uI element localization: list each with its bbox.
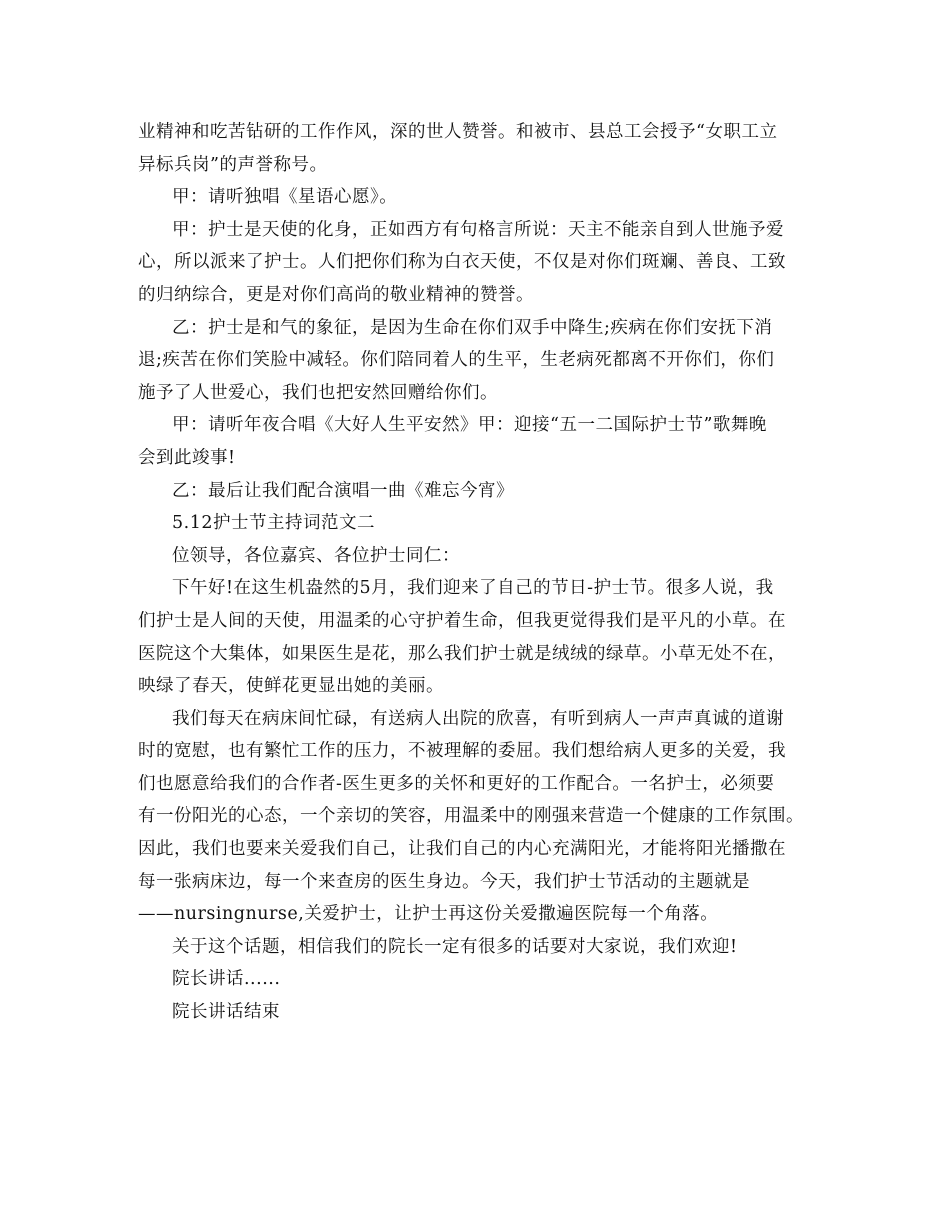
paragraph	[138, 475, 828, 508]
paragraph	[138, 931, 828, 964]
text-line: 我们每天在病床间忙碌，有送病人出院的欣喜，有听到病人一声声真诚的道谢	[172, 708, 784, 729]
text-line: 退;疾苦在你们笑脸中减轻。你们陪同着人的生平，生老病死都离不开你们，你们	[138, 350, 775, 371]
text-line: 有一份阳光的心态，一个亲切的笑容，用温柔中的刚强来营造一个健康的工作氛围。	[138, 806, 804, 827]
text-line: 关于这个话题，相信我们的院长一定有很多的话要对大家说，我们欢迎!	[172, 936, 738, 957]
text-line: 时的宽慰，也有繁忙工作的压力，不被理解的委屈。我们想给病人更多的关爱，我	[138, 741, 786, 762]
document-body	[138, 116, 828, 1029]
paragraph	[138, 963, 828, 996]
text-line: 5.12护士节主持词范文二	[172, 513, 375, 534]
text-line: 心，所以派来了护士。人们把你们称为白衣天使，不仅是对你们斑斓、善良、工致	[138, 252, 786, 273]
text-line: 们也愿意给我们的合作者-医生更多的关怀和更好的工作配合。一名护士，必须要	[138, 773, 775, 794]
text-line: 下午好!在这生机盎然的5月，我们迎来了自己的节日-护士节。很多人说，我	[172, 578, 774, 599]
paragraph	[138, 703, 828, 931]
text-line: 乙：护士是和气的象征，是因为生命在你们双手中降生;疾病在你们安抚下消	[172, 317, 773, 338]
text-line: ——nursingnurse,关爱护士，让护士再这份关爱撒遍医院每一个角落。	[138, 904, 719, 925]
text-line: 甲：请听独唱《星语心愿》。	[172, 187, 398, 208]
text-line: 的归纳综合，更是对你们高尚的敬业精神的赞誉。	[138, 284, 534, 305]
text-line: 因此，我们也要来关爱我们自己，让我们自己的内心充满阳光，才能将阳光播撒在	[138, 839, 786, 860]
paragraph	[138, 312, 828, 410]
text-line: 院长讲话结束	[172, 1002, 280, 1023]
paragraph-continuation	[138, 116, 828, 181]
text-line: 映绿了春天，使鲜花更显出她的美丽。	[138, 676, 444, 697]
text-line: 位领导，各位嘉宾、各位护士同仁：	[172, 545, 460, 566]
text-line: 医院这个大集体，如果医生是花，那么我们护士就是绒绒的绿草。小草无处不在，	[138, 643, 786, 664]
paragraph	[138, 214, 828, 312]
text-line: 异标兵岗”的声誉称号。	[138, 154, 328, 175]
text-line: 甲：护士是天使的化身，正如西方有句格言所说：天主不能亲自到人世施予爱	[172, 219, 784, 240]
text-line: 业精神和吃苦钻研的工作作风，深的世人赞誉。和被市、县总工会授予“女职工立	[138, 122, 778, 142]
salutation	[138, 540, 828, 573]
text-line: 们护士是人间的天使，用温柔的心守护着生命，但我更觉得我们是平凡的小草。在	[138, 610, 786, 631]
paragraph	[138, 181, 828, 214]
text-line: 甲：请听年夜合唱《大好人生平安然》甲：迎接“五一二国际护士节”歌舞晚	[172, 415, 767, 436]
paragraph	[138, 996, 828, 1029]
text-line: 院长讲话......	[172, 969, 281, 990]
text-line: 每一张病床边，每一个来查房的医生身边。今天，我们护士节活动的主题就是	[138, 871, 750, 892]
section-title	[138, 507, 828, 540]
paragraph	[138, 572, 828, 702]
text-line: 乙：最后让我们配合演唱一曲《难忘今宵》	[172, 480, 514, 501]
text-line: 施予了人世爱心，我们也把安然回赠给你们。	[138, 382, 498, 403]
paragraph	[138, 409, 828, 474]
text-line: 会到此竣事!	[138, 447, 236, 468]
